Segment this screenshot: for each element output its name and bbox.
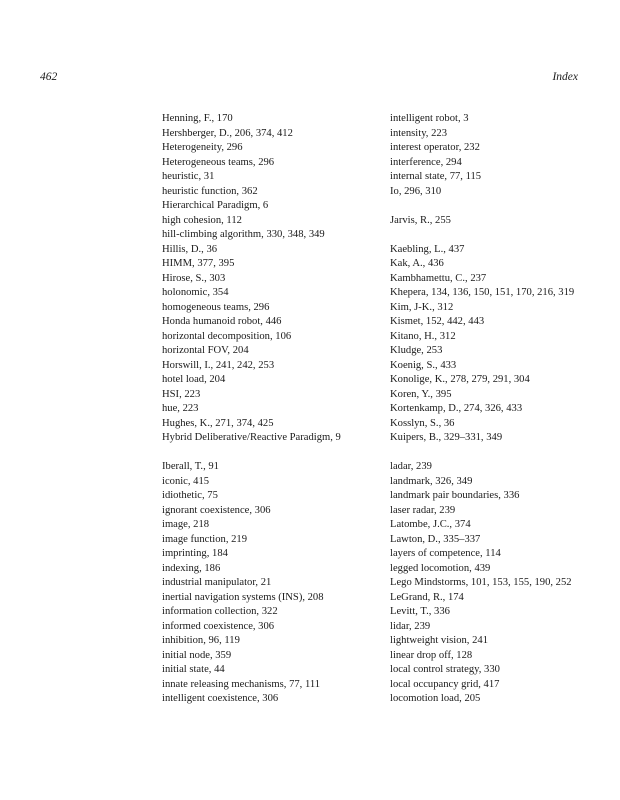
- index-entry: heuristic, 31: [162, 171, 215, 182]
- index-entry: Levitt, T., 336: [390, 606, 450, 617]
- index-entry: layers of competence, 114: [390, 548, 501, 559]
- index-entry: linear drop off, 128: [390, 649, 473, 661]
- index-entry: imprinting, 184: [162, 548, 228, 559]
- index-entry: landmark pair boundaries, 336: [390, 490, 520, 501]
- index-entry: Hirose, S., 303: [162, 272, 226, 284]
- index-entry: Lego Mindstorms, 101, 153, 155, 190, 252: [390, 577, 572, 588]
- index-entry: Hybrid Deliberative/Reactive Paradigm, 9: [162, 432, 341, 443]
- index-entry: ignorant coexistence, 306: [162, 504, 271, 516]
- index-entry: Henning, F., 170: [162, 113, 233, 124]
- index-entry: indexing, 186: [162, 562, 221, 574]
- index-entry: Kismet, 152, 442, 443: [390, 316, 485, 327]
- index-entry: Kambhamettu, C., 237: [390, 272, 487, 284]
- index-entry: horizontal FOV, 204: [162, 345, 249, 356]
- index-entry: Kitano, H., 312: [390, 330, 456, 342]
- index-entry: Kludge, 253: [390, 345, 443, 356]
- group-spacer: [162, 446, 377, 461]
- index-entry: horizontal decomposition, 106: [162, 330, 292, 342]
- group-spacer: [390, 228, 585, 243]
- index-entry: innate releasing mechanisms, 77, 111: [162, 678, 321, 690]
- index-entry: internal state, 77, 115: [390, 171, 482, 182]
- index-entry: Kosslyn, S., 36: [390, 417, 455, 429]
- index-entry: Kuipers, B., 329–331, 349: [390, 432, 503, 443]
- index-entry: legged locomotion, 439: [390, 562, 491, 574]
- index-entry: image function, 219: [162, 533, 248, 545]
- index-entry: holonomic, 354: [162, 287, 229, 298]
- index-entry: Hershberger, D., 206, 374, 412: [162, 127, 293, 139]
- index-entry: locomotion load, 205: [390, 693, 481, 704]
- index-entry: Heterogeneous teams, 296: [162, 156, 275, 168]
- index-entry: initial state, 44: [162, 664, 225, 675]
- index-entry: HSI, 223: [162, 388, 201, 400]
- index-entry: industrial manipulator, 21: [162, 577, 272, 588]
- index-entry: interest operator, 232: [390, 142, 480, 153]
- index-entry: heuristic function, 362: [162, 185, 258, 197]
- index-entry: Iberall, T., 91: [162, 461, 219, 472]
- index-entry: Kortenkamp, D., 274, 326, 433: [390, 403, 523, 414]
- index-entry: Latombe, J.C., 374: [390, 519, 471, 530]
- index-entry: interference, 294: [390, 156, 462, 168]
- index-group-l: [390, 460, 585, 707]
- index-entry: inhibition, 96, 119: [162, 635, 240, 646]
- index-entry: Konolige, K., 278, 279, 291, 304: [390, 374, 530, 385]
- group-spacer: [390, 199, 585, 214]
- index-entry: Hierarchical Paradigm, 6: [162, 200, 269, 211]
- index-entry: Koren, Y., 395: [390, 388, 452, 400]
- page-number: 462: [40, 71, 58, 83]
- index-entry: Lawton, D., 335–337: [390, 533, 481, 545]
- index-entry: Khepera, 134, 136, 150, 151, 170, 216, 319: [390, 287, 575, 298]
- index-entry: image, 218: [162, 519, 210, 530]
- index-entry: information collection, 322: [162, 606, 278, 617]
- index-entry: idiothetic, 75: [162, 490, 218, 501]
- index-entry: intelligent coexistence, 306: [162, 693, 279, 704]
- index-entry: ladar, 239: [390, 461, 432, 472]
- group-spacer: [390, 446, 585, 461]
- index-column-right: [390, 112, 585, 707]
- index-entry: intelligent robot, 3: [390, 113, 469, 124]
- index-entry: iconic, 415: [162, 475, 210, 487]
- index-group-j: [390, 214, 585, 229]
- index-column-left: [162, 112, 377, 707]
- index-entry: informed coexistence, 306: [162, 620, 275, 632]
- index-entry: Koenig, S., 433: [390, 359, 457, 371]
- index-entry: hue, 223: [162, 403, 199, 414]
- index-entry: high cohesion, 112: [162, 214, 242, 226]
- index-entry: Kim, J-K., 312: [390, 301, 454, 313]
- index-entry: local control strategy, 330: [390, 664, 500, 675]
- index-entry: Horswill, I., 241, 242, 253: [162, 359, 275, 371]
- index-group-i-cont: [390, 112, 585, 199]
- index-group-i: [162, 460, 377, 707]
- index-entry: Hillis, D., 36: [162, 243, 218, 255]
- index-entry: inertial navigation systems (INS), 208: [162, 591, 324, 603]
- index-entry: initial node, 359: [162, 649, 232, 661]
- index-group-h: [162, 112, 377, 446]
- index-entry: intensity, 223: [390, 127, 447, 139]
- index-entry: hotel load, 204: [162, 374, 226, 385]
- index-entry: Honda humanoid robot, 446: [162, 316, 282, 327]
- index-entry: laser radar, 239: [390, 504, 456, 516]
- index-entry: landmark, 326, 349: [390, 475, 473, 487]
- index-entry: local occupancy grid, 417: [390, 678, 500, 690]
- index-entry: Io, 296, 310: [390, 185, 442, 197]
- index-entry: homogeneous teams, 296: [162, 301, 270, 313]
- index-entry: Kak, A., 436: [390, 258, 444, 269]
- index-entry: Kaebling, L., 437: [390, 243, 465, 255]
- running-header: Index: [552, 71, 578, 83]
- index-entry: hill-climbing algorithm, 330, 348, 349: [162, 229, 325, 240]
- index-entry: HIMM, 377, 395: [162, 258, 235, 269]
- index-entry: lidar, 239: [390, 620, 431, 632]
- index-entry: lightweight vision, 241: [390, 635, 488, 646]
- index-entry: LeGrand, R., 174: [390, 591, 464, 603]
- index-entry: Hughes, K., 271, 374, 425: [162, 417, 274, 429]
- index-group-k: [390, 243, 585, 446]
- index-entry: Jarvis, R., 255: [390, 214, 451, 226]
- index-entry: Heterogeneity, 296: [162, 142, 243, 153]
